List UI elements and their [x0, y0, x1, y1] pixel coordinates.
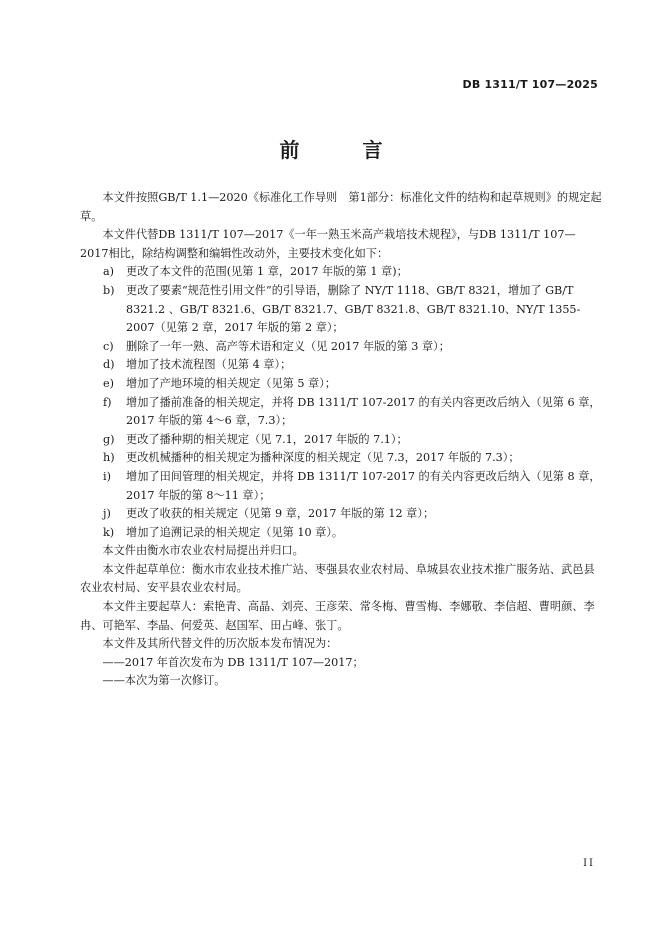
foreword-body — [80, 189, 602, 691]
page-number: II — [583, 858, 595, 869]
change-marker: e) — [103, 376, 114, 390]
change-marker: k) — [103, 525, 115, 539]
change-text: 删除了一年一熟、高产等术语和定义（见 2017 年版的第 3 章）； — [126, 339, 450, 353]
change-marker: g) — [103, 432, 115, 446]
change-item — [80, 263, 602, 282]
change-text: 更改了播种期的相关规定（见 7.1，2017 年版的 7.1）； — [126, 432, 408, 446]
change-text: 增加了追溯记录的相关规定（见第 10 章）。 — [126, 525, 344, 539]
change-marker: j) — [103, 507, 111, 521]
change-marker: f) — [103, 395, 112, 409]
change-text: 增加了产地环境的相关规定（见第 5 章）； — [126, 376, 337, 390]
change-item — [80, 356, 602, 375]
change-text: 更改了本文件的范围(见第 1 章，2017 年版的第 1 章)； — [126, 265, 408, 279]
proposer-paragraph: 本文件由衡水市农业农村局提出并归口。 — [102, 544, 304, 558]
change-item — [80, 505, 602, 524]
change-text: 更改机械播种的相关规定为播种深度的相关规定（见 7.3，2017 年版的 7.3）； — [126, 451, 520, 465]
change-text: 增加了田间管理的相关规定，并将 DB 1311/T 107-2017 的有关内容更改后纳入（见第 8 章，2017 年版的第 8～11 章）； — [126, 469, 601, 502]
change-item — [80, 449, 602, 468]
change-text: 更改了要素“规范性引用文件”的引导语，删除了 NY/T 1118、GB/T 8321，增加了 GB/T 8321.2 、GB/T 8321.6、GB/T 8321.7、GB/T 8321.8、GB/T 8321.10、NY/T 1355-2007（见第 2 章，2017 年版的第 2 章）； — [126, 283, 581, 335]
change-marker: b) — [103, 283, 115, 297]
change-marker: a) — [103, 265, 115, 279]
change-item — [80, 468, 602, 505]
change-item — [80, 282, 602, 338]
change-item — [80, 394, 602, 431]
change-text: 增加了播前准备的相关规定，并将 DB 1311/T 107-2017 的有关内容更改后纳入（见第 6 章，2017 年版的第 4～6 章，7.3）； — [126, 395, 601, 428]
history-item: ——2017 年首次发布为 DB 1311/T 107—2017； — [102, 655, 364, 669]
change-text: 增加了技术流程图（见第 4 章）； — [126, 358, 292, 372]
change-item — [80, 431, 602, 450]
intro-paragraph: 本文件按照GB/T 1.1—2020《标准化工作导则 第1部分：标准化文件的结构和起草规则》的规定起草。 — [80, 191, 602, 223]
page-title: 前 言 — [279, 138, 411, 162]
intro-paragraph: 本文件代替DB 1311/T 107—2017《一年一熟玉米高产栽培技术规程》，与DB 1311/T 107—2017相比，除结构调整和编辑性改动外，主要技术变化如下： — [80, 228, 576, 260]
change-item — [80, 338, 602, 357]
drafters-paragraph: 本文件主要起草人：索艳青、高晶、刘亮、王彦荣、常冬梅、曹雪梅、李娜敬、李信超、曹明颜、李冉、可艳军、李晶、何爱英、赵国军、田占峰、张丁。 — [80, 600, 595, 632]
history-paragraph: 本文件及其所代替文件的历次版本发布情况为： — [102, 637, 338, 651]
history-item: ——本次为第一次修订。 — [102, 674, 226, 688]
change-marker: h) — [103, 451, 115, 465]
document-code: DB 1311/T 107—2025 — [462, 78, 598, 91]
change-text: 更改了收获的相关规定（见第 9 章，2017 年版的第 12 章）； — [126, 507, 435, 521]
change-marker: c) — [103, 339, 114, 353]
drafting-units-paragraph: 本文件起草单位：衡水市农业技术推广站、枣强县农业农村局、阜城县农业技术推广服务站、武邑县农业农村局、安平县农业农村局。 — [80, 562, 595, 595]
change-marker: d) — [103, 358, 115, 372]
change-item — [80, 375, 602, 394]
change-item — [80, 524, 602, 543]
change-marker: i) — [103, 469, 111, 483]
